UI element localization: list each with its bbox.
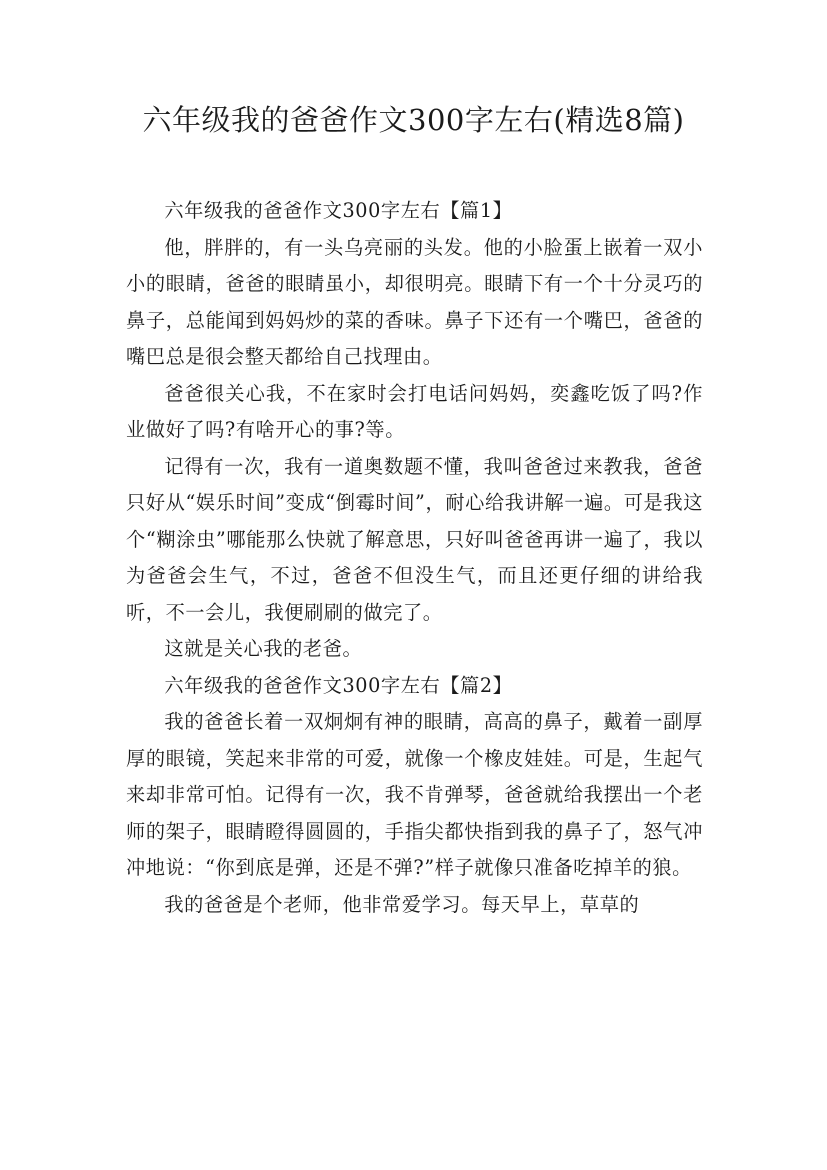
paragraph: 他，胖胖的，有一头乌亮丽的头发。他的小脸蛋上嵌着一双小小的眼睛，爸爸的眼睛虽小，却很明亮。眼睛下有一个十分灵巧的鼻子，总能闻到妈妈炒的菜的香味。鼻子下还有一个嘴巴，爸爸的嘴巴总是很会整天都给自己找理由。	[126, 235, 703, 368]
section-heading-2: 六年级我的爸爸作文300字左右【篇2】	[164, 673, 513, 697]
paragraph: 爸爸很关心我，不在家时会打电话问妈妈，奕鑫吃饭了吗?作业做好了吗?有啥开心的事?等。	[126, 381, 703, 441]
document-title: 六年级我的爸爸作文300字左右(精选8篇)	[142, 103, 685, 137]
document-body	[126, 193, 703, 923]
paragraph: 记得有一次，我有一道奥数题不懂，我叫爸爸过来教我，爸爸只好从“娱乐时间”变成“倒霉时间”，耐心给我讲解一遍。可是我这个“糊涂虫”哪能那么快就了解意思，只好叫爸爸再讲一遍了，我以为爸爸会生气，不过，爸爸不但没生气，而且还更仔细的讲给我听，不一会儿，我便刷刷的做完了。	[126, 454, 703, 624]
paragraph: 这就是关心我的老爸。	[164, 637, 363, 660]
paragraph: 我的爸爸是个老师，他非常爱学习。每天早上，草草的	[164, 892, 640, 916]
section-heading-1: 六年级我的爸爸作文300字左右【篇1】	[164, 199, 513, 222]
paragraph: 我的爸爸长着一双炯炯有神的眼睛，高高的鼻子，戴着一副厚厚的眼镜，笑起来非常的可爱，就像一个橡皮娃娃。可是，生起气来却非常可怕。记得有一次，我不肯弹琴，爸爸就给我摆出一个老师的架子，眼睛瞪得圆圆的，手指尖都快指到我的鼻子了，怒气冲冲地说：“你到底是弹，还是不弹?”样子就像只准备吃掉羊的狼。	[126, 710, 703, 879]
